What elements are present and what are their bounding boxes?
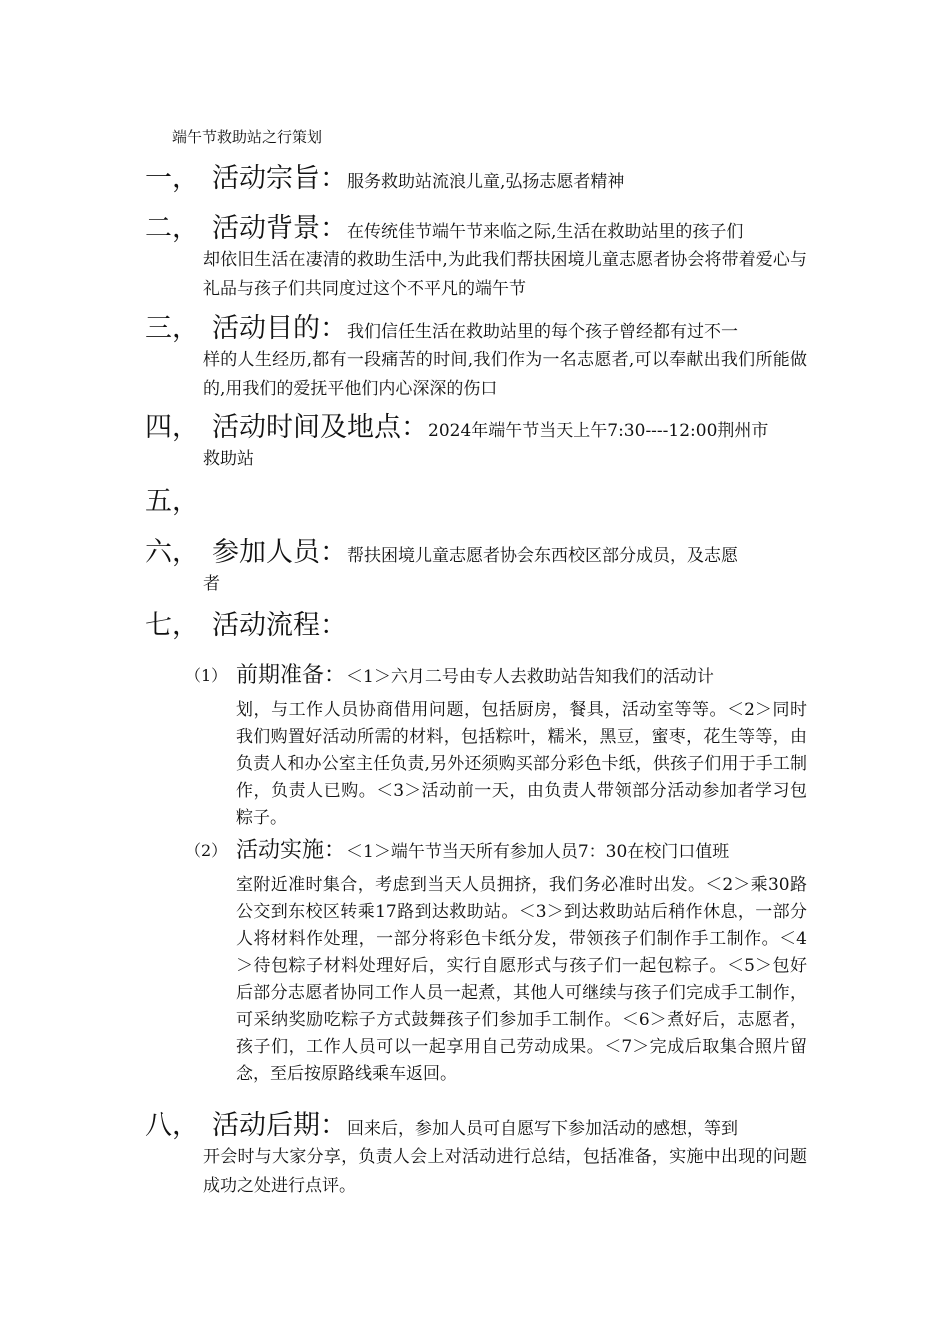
section-number: 八，: [145, 1110, 199, 1141]
section-text: 我们信任生活在救助站里的每个孩子曾经都有过不一: [347, 322, 738, 342]
section-text: 在传统佳节端午节来临之际,生活在救助站里的孩子们: [347, 222, 744, 242]
section-process: [145, 608, 807, 647]
step-number: （1）: [185, 666, 228, 685]
step-heading: 前期准备：: [236, 663, 347, 688]
section-heading: 活动背景：: [212, 213, 347, 244]
section-heading: 活动目的：: [212, 313, 347, 344]
step-text-continued: 室附近准时集合，考虑到当天人员拥挤，我们务必准时出发。＜2＞乘30路公交到东校区转乘17路到达救助站。＜3＞到达救助站后稍作休息，一部分人将材料作处理，一部分将彩色卡纸分发，带领孩子们制作手工制作。＜4＞待包粽子材料处理好后，实行自愿形式与孩子们一起包粽子。＜5＞包好后部分志愿者协同工作人员一起煮，其他人可继续与孩子们完成手工制作，可采纳奖励吃粽子方式鼓舞孩子们参加手工制作。＜6＞煮好后，志愿者，孩子们，工作人员可以一起享用自己劳动成果。＜7＞完成后取集合照片留念，至后按原路线乘车返回。: [236, 875, 807, 1084]
section-number: 二，: [145, 213, 199, 244]
step-preparation: [185, 659, 807, 832]
section-text-continued: 者: [203, 574, 220, 594]
section-heading: 活动后期：: [212, 1110, 347, 1141]
section-purpose: [145, 161, 807, 200]
step-text: ＜1＞端午节当天所有参加人员7：30在校门口值班: [346, 842, 730, 862]
section-heading: 活动流程：: [212, 610, 347, 641]
section-text-continued: 却依旧生活在凄清的救助生活中,为此我们帮扶困境儿童志愿者协会将带着爱心与礼品与孩子们共同度过这个不平凡的端午节: [203, 250, 807, 299]
document-title: 端午节救助站之行策划: [172, 128, 323, 146]
section-number: 一，: [145, 163, 199, 194]
section-text: 2024年端午节当天上午7:30----12:00荆州市: [428, 421, 769, 441]
section-text: 回来后，参加人员可自愿写下参加活动的感想，等到: [347, 1119, 738, 1139]
section-text: 服务救助站流浪儿童,弘扬志愿者精神: [347, 172, 625, 192]
section-text-continued: 开会时与大家分享，负责人会上对活动进行总结，包括准备，实施中出现的问题成功之处进行点评。: [203, 1147, 807, 1196]
step-number: （2）: [185, 841, 228, 860]
section-goal: [145, 311, 807, 404]
step-text: ＜1＞六月二号由专人去救助站告知我们的活动计: [346, 667, 714, 687]
section-heading: 参加人员：: [212, 537, 347, 568]
section-text-continued: 样的人生经历,都有一段痛苦的时间,我们作为一名志愿者,可以奉献出我们所能做的,用我们的爱抚平他们内心深深的伤口: [203, 350, 807, 399]
section-followup: [145, 1108, 807, 1201]
section-number: 六，: [145, 537, 199, 568]
section-background: [145, 211, 807, 304]
section-number: 三，: [145, 313, 199, 344]
section-participants: [145, 535, 807, 599]
section-heading: 活动宗旨：: [212, 163, 347, 194]
section-number: 七，: [145, 610, 199, 641]
section-number: 四，: [145, 412, 199, 443]
step-heading: 活动实施：: [236, 838, 347, 863]
section-number: 五，: [145, 486, 199, 517]
section-text: 帮扶困境儿童志愿者协会东西校区部分成员，及志愿: [347, 546, 738, 566]
step-implementation: [185, 834, 807, 1088]
step-text-continued: 划，与工作人员协商借用问题，包括厨房，餐具，活动室等等。＜2＞同时我们购置好活动所需的材料，包括粽叶，糯米，黑豆，蜜枣，花生等等，由负责人和办公室主任负责,另外还须购买部分彩色卡纸，供孩子们用于手工制作，负责人已购。＜3＞活动前一天，由负责人带领部分活动参加者学习包粽子。: [236, 700, 807, 828]
section-time-place: [145, 410, 807, 474]
section-heading: 活动时间及地点：: [212, 412, 428, 443]
section-text-continued: 救助站: [203, 449, 254, 469]
